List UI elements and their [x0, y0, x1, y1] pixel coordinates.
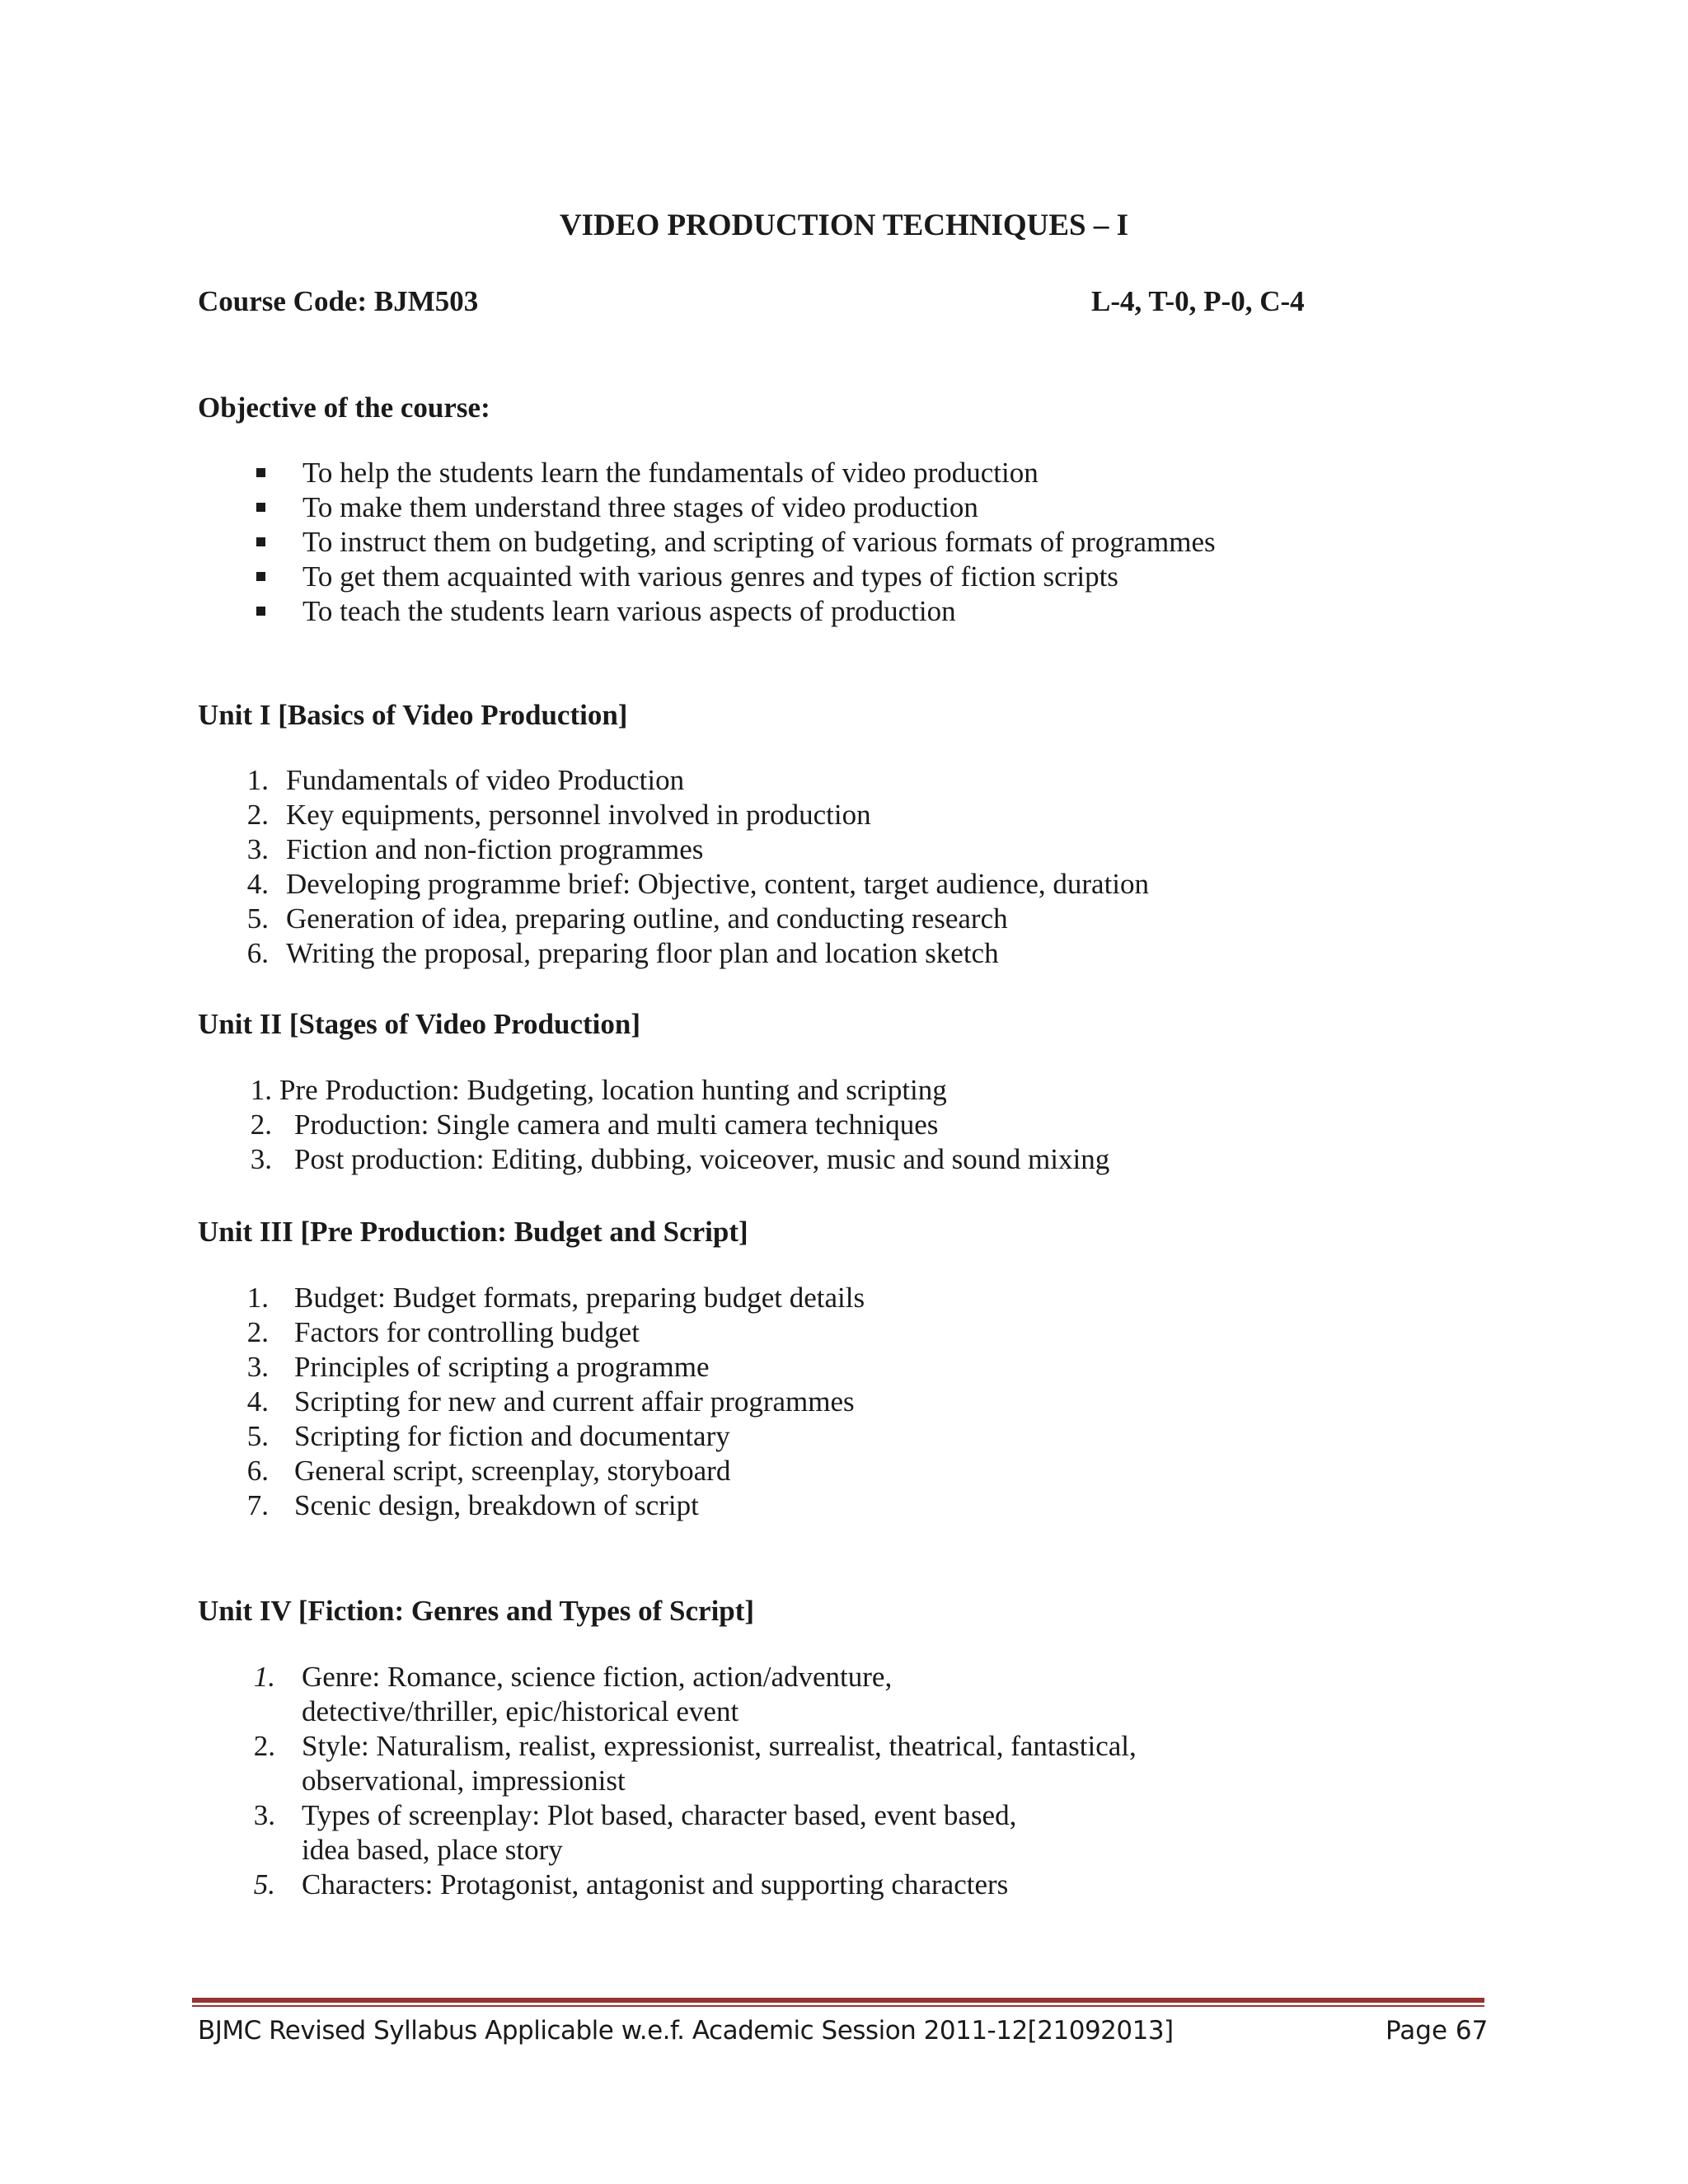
list-item: Key equipments, personnel involved in production	[286, 799, 871, 831]
list-item: Generation of idea, preparing outline, and conducting research	[286, 902, 1008, 935]
footer-text: BJMC Revised Syllabus Applicable w.e.f. Academic Session 2011-12[21092013]	[198, 2016, 1174, 2046]
list-item: Scripting for new and current affair programmes	[294, 1385, 855, 1418]
unit3-heading: Unit III [Pre Production: Budget and Script]	[198, 1216, 748, 1248]
page-number: Page 67	[1386, 2016, 1489, 2046]
list-number: 6.	[246, 937, 269, 969]
list-number: 5.	[246, 1420, 269, 1452]
list-number: 1.	[246, 764, 269, 796]
unit1-heading: Unit I [Basics of Video Production]	[198, 699, 628, 731]
list-item: Writing the proposal, preparing floor plan and location sketch	[286, 937, 999, 969]
list-number: 4.	[246, 868, 269, 900]
objective-item: To teach the students learn various aspects of production	[302, 595, 956, 627]
list-number: 5.	[253, 1868, 275, 1900]
page-title: VIDEO PRODUCTION TECHNIQUES – I	[559, 209, 1129, 242]
list-number: 4.	[246, 1385, 269, 1418]
unit4-heading: Unit IV [Fiction: Genres and Types of Script]	[198, 1595, 755, 1627]
list-item: Principles of scripting a programme	[294, 1351, 710, 1383]
list-number: 2.	[253, 1730, 275, 1762]
list-item-continuation: observational, impressionist	[302, 1765, 626, 1797]
list-item: Genre: Romance, science fiction, action/adventure,	[302, 1661, 893, 1693]
list-number: 5.	[246, 902, 269, 935]
list-item: Scripting for fiction and documentary	[294, 1420, 730, 1452]
list-item-continuation: detective/thriller, epic/historical event	[302, 1695, 739, 1727]
list-item: Post production: Editing, dubbing, voiceover, music and sound mixing	[294, 1143, 1110, 1175]
list-item: Pre Production: Budgeting, location hunting and scripting	[279, 1074, 947, 1106]
list-item: Developing programme brief: Objective, content, target audience, duration	[286, 868, 1150, 900]
list-item: Characters: Protagonist, antagonist and supporting characters	[302, 1868, 1009, 1900]
list-item: Production: Single camera and multi camera techniques	[294, 1108, 939, 1141]
list-number: 1.	[250, 1074, 272, 1106]
list-number: 1.	[246, 1282, 269, 1314]
list-number: 2.	[250, 1108, 272, 1141]
list-item: Scenic design, breakdown of script	[294, 1489, 699, 1521]
bullet-icon	[256, 503, 265, 512]
list-number: 2.	[246, 1316, 269, 1348]
bullet-icon	[256, 468, 265, 477]
list-item: Budget: Budget formats, preparing budget details	[294, 1282, 865, 1314]
list-item: Style: Naturalism, realist, expressionist, surrealist, theatrical, fantastical,	[302, 1730, 1137, 1762]
list-item: Types of screenplay: Plot based, character based, event based,	[302, 1799, 1017, 1831]
course-code: Course Code: BJM503	[198, 285, 479, 317]
list-number: 6.	[246, 1455, 269, 1487]
list-item: General script, screenplay, storyboard	[294, 1455, 731, 1487]
list-number: 3.	[253, 1799, 275, 1831]
list-number: 2.	[246, 799, 269, 831]
list-number: 3.	[250, 1143, 272, 1175]
bullet-icon	[256, 572, 265, 581]
objective-item: To help the students learn the fundamentals of video production	[302, 457, 1039, 489]
objective-heading: Objective of the course:	[198, 391, 490, 424]
objective-item: To get them acquainted with various genres and types of fiction scripts	[302, 560, 1118, 593]
list-number: 7.	[246, 1489, 269, 1521]
unit2-heading: Unit II [Stages of Video Production]	[198, 1008, 641, 1040]
list-item: Fiction and non-fiction programmes	[286, 833, 704, 865]
list-number: 3.	[246, 1351, 269, 1383]
list-item-continuation: idea based, place story	[302, 1834, 563, 1866]
list-number: 1.	[253, 1661, 275, 1693]
objective-item: To instruct them on budgeting, and scripting of various formats of programmes	[302, 526, 1216, 558]
list-item: Factors for controlling budget	[294, 1316, 640, 1348]
footer-rule	[192, 1998, 1484, 2003]
credits: L-4, T-0, P-0, C-4	[1091, 285, 1305, 317]
objective-item: To make them understand three stages of video production	[302, 491, 978, 523]
bullet-icon	[256, 607, 265, 616]
footer-rule-thin	[192, 2005, 1484, 2007]
list-item: Fundamentals of video Production	[286, 764, 685, 796]
bullet-icon	[256, 537, 265, 546]
list-number: 3.	[246, 833, 269, 865]
